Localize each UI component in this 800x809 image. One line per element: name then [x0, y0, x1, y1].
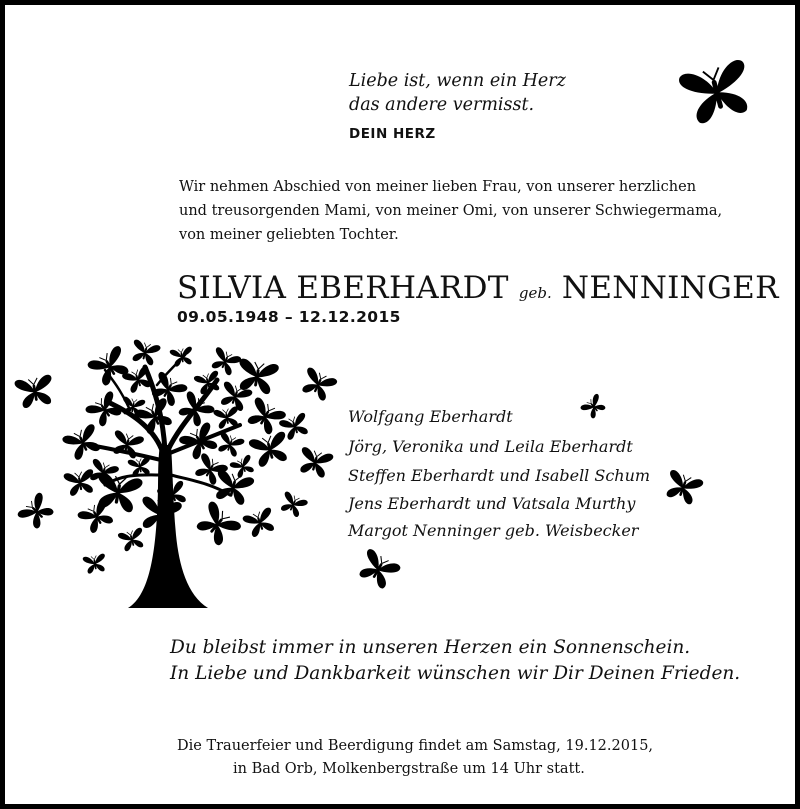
- motto-line-2: das andere vermisst.: [349, 95, 535, 115]
- butterfly-icon: [84, 390, 125, 429]
- butterfly-icon: [61, 423, 104, 462]
- decoration-layer: [5, 5, 795, 804]
- closing-line-1: Du bleibst immer in unseren Herzen ein Sonnenschein.: [170, 637, 691, 658]
- butterfly-icon: [86, 345, 133, 389]
- intro-line-2: und treusorgenden Mami, von meiner Omi, von unserer Schwiegermama,: [179, 203, 723, 219]
- butterfly-icon: [235, 358, 280, 395]
- intro-line-1: Wir nehmen Abschied von meiner lieben Frau, von unserer herzlichen: [179, 179, 697, 195]
- butterfly-icon: [662, 469, 704, 506]
- butterfly-icon: [63, 469, 96, 497]
- butterfly-icon: [16, 491, 57, 532]
- motto-signature: DEIN HERZ: [349, 126, 436, 142]
- butterfly-icon: [215, 431, 245, 458]
- birth-prefix: geb.: [518, 284, 552, 302]
- mourner-item: Jörg, Veronika und Leila Eberhardt: [348, 437, 633, 456]
- butterfly-icon: [298, 367, 338, 404]
- butterfly-icon: [580, 393, 608, 421]
- intro-line-3: von meiner geliebten Tochter.: [179, 227, 399, 243]
- butterfly-icon: [14, 374, 56, 409]
- mourner-item: Steffen Eberhardt und Isabell Schum: [348, 466, 651, 485]
- life-dates: 09.05.1948 – 12.12.2015: [177, 308, 401, 326]
- butterfly-icon: [248, 431, 292, 469]
- mourner-item: Jens Eberhardt und Vatsala Murthy: [348, 494, 636, 513]
- birth-name: NENNINGER: [561, 270, 779, 306]
- butterfly-icon: [278, 491, 309, 519]
- butterfly-icon: [243, 396, 287, 437]
- butterfly-icon: [169, 346, 194, 367]
- closing-line-2: In Liebe und Dankbarkeit wünschen wir Dir Deinen Frieden.: [170, 663, 741, 684]
- ceremony-line-1: Die Trauerfeier und Beerdigung findet am Samstag, 19.12.2015,: [177, 738, 654, 754]
- mourner-item: Margot Nenninger geb. Weisbecker: [348, 521, 639, 540]
- deceased-name-line: [177, 268, 779, 313]
- butterfly-icon: [129, 339, 161, 367]
- butterfly-icon: [296, 446, 334, 479]
- motto-line-1: Liebe ist, wenn ein Herz: [349, 71, 566, 91]
- butterfly-icon: [242, 507, 278, 539]
- deceased-name: SILVIA EBERHARDT: [177, 270, 509, 306]
- butterfly-icon: [77, 498, 118, 536]
- ceremony-line-2: in Bad Orb, Molkenbergstraße um 14 Uhr statt.: [233, 761, 585, 777]
- butterfly-icon: [117, 527, 146, 552]
- butterfly-icon: [678, 59, 756, 127]
- mourner-item: Wolfgang Eberhardt: [348, 407, 513, 426]
- butterfly-icon: [175, 390, 216, 429]
- butterfly-icon: [192, 500, 242, 549]
- butterfly-icon: [355, 548, 402, 592]
- butterfly-icon: [82, 553, 107, 574]
